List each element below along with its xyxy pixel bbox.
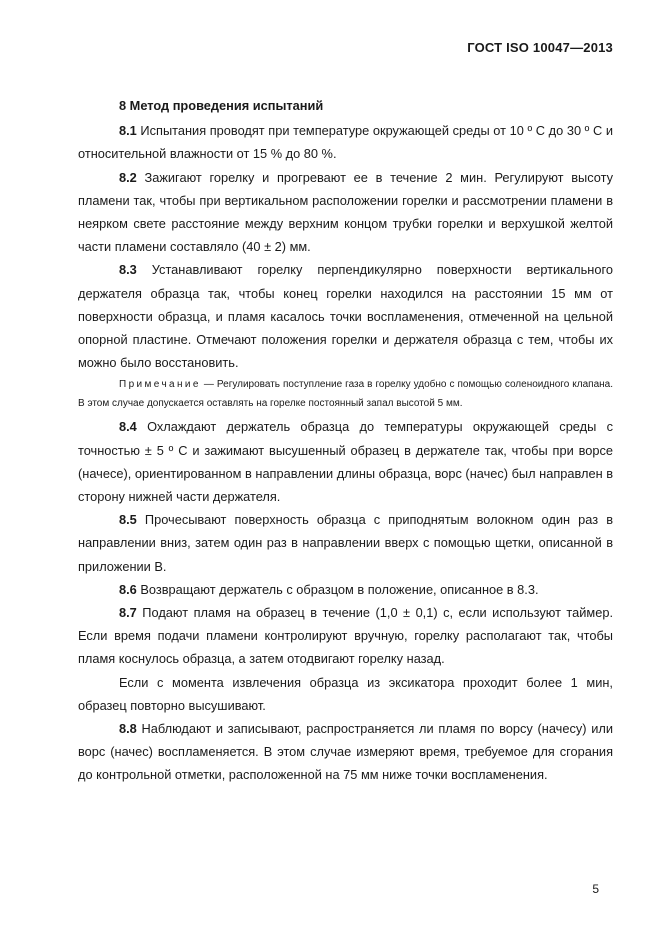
- paragraph-text: Если с момента извлечения образца из эксикатора проходит более 1 мин, образец повторно высушивают.: [78, 674, 613, 713]
- section-title: 8 Метод проведения испытаний: [119, 98, 324, 113]
- paragraph-text: Возвращают держатель с образцом в положение, описанное в 8.3.: [136, 581, 539, 597]
- paragraph-number: 8.1: [119, 123, 137, 139]
- paragraph-8-8: [78, 717, 613, 787]
- paragraph-text: Охлаждают держатель образца до температуры окружающей среды с точностью ± 5 º С и зажимают высушенный образец в держателе так, чтобы при ворсе (начесе), ориентированном в направлении длины образца, ворс (начес) был направлен в сторону нижней части держателя.: [78, 419, 614, 505]
- paragraph-8-2: [78, 166, 613, 259]
- paragraph-8-7-continued: [78, 671, 613, 717]
- paragraph-8-7: [78, 601, 613, 671]
- paragraph-text: Испытания проводят при температуре окружающей среды от 10 º С до 30 º С и относительной влажности от 15 % до 80 %.: [78, 123, 613, 162]
- paragraph-number: 8.2: [119, 169, 137, 185]
- paragraph-number: 8.3: [119, 262, 137, 278]
- paragraph-8-5: [78, 508, 613, 578]
- paragraph-8-4: [78, 415, 613, 508]
- paragraph-number: 8.6: [119, 581, 137, 597]
- paragraph-8-1: [78, 119, 613, 165]
- paragraph-text: Наблюдают и записывают, распространяется ли пламя по ворсу (начесу) или ворс (начес) воспламеняется. В этом случае измеряют время, требуемое для сгорания до контрольной отметки, расположенной на 75 мм ниже точки воспламенения.: [78, 721, 613, 783]
- paragraph-number: 8.4: [119, 419, 137, 435]
- paragraph-text: Прочесывают поверхность образца с приподнятым волокном один раз в направлении вниз, затем один раз в направлении вверх с помощью щетки, описанной в приложении В.: [78, 512, 613, 574]
- note-text: — Регулировать поступление газа в горелку удобно с помощью соленоидного клапана. В этом случае допускается оставлять на горелке постоянный запал высотой 5 мм.: [78, 379, 613, 410]
- paragraph-number: 8.5: [119, 512, 137, 528]
- note-label: Примечание: [119, 379, 201, 391]
- paragraph-text: Зажигают горелку и прогревают ее в течение 2 мин. Регулируют высоту пламени так, чтобы при вертикальном расположении горелки и рассмотрении пламени в неярком свете расстояние между верхним концом трубки горелки и верхушкой желтой части пламени составляло (40 ± 2) мм.: [78, 169, 613, 255]
- paragraph-number: 8.7: [119, 605, 137, 621]
- page-number: 5: [592, 882, 599, 896]
- paragraph-number: 8.8: [119, 721, 137, 737]
- note: [78, 375, 613, 413]
- paragraph-text: Подают пламя на образец в течение (1,0 ± 0,1) с, если используют таймер. Если время подачи пламени контролируют вручную, горелку располагают так, чтобы пламя коснулось образца, а затем отодвигают горелку назад.: [78, 605, 613, 667]
- paragraph-text: Устанавливают горелку перпендикулярно поверхности вертикального держателя образца так, чтобы конец горелки находился на расстоянии 15 мм от поверхности образца, и пламя касалось точки воспламенения, отмеченной на цельной опорной пластине. Отмечают положения горелки и держателя образца с тем, чтобы их можно было восстановить.: [78, 262, 613, 371]
- paragraph-8-3: [78, 258, 613, 374]
- paragraph-8-6: [78, 578, 613, 601]
- page-content: [78, 94, 613, 787]
- document-header: ГОСТ ISO 10047—2013: [467, 40, 613, 55]
